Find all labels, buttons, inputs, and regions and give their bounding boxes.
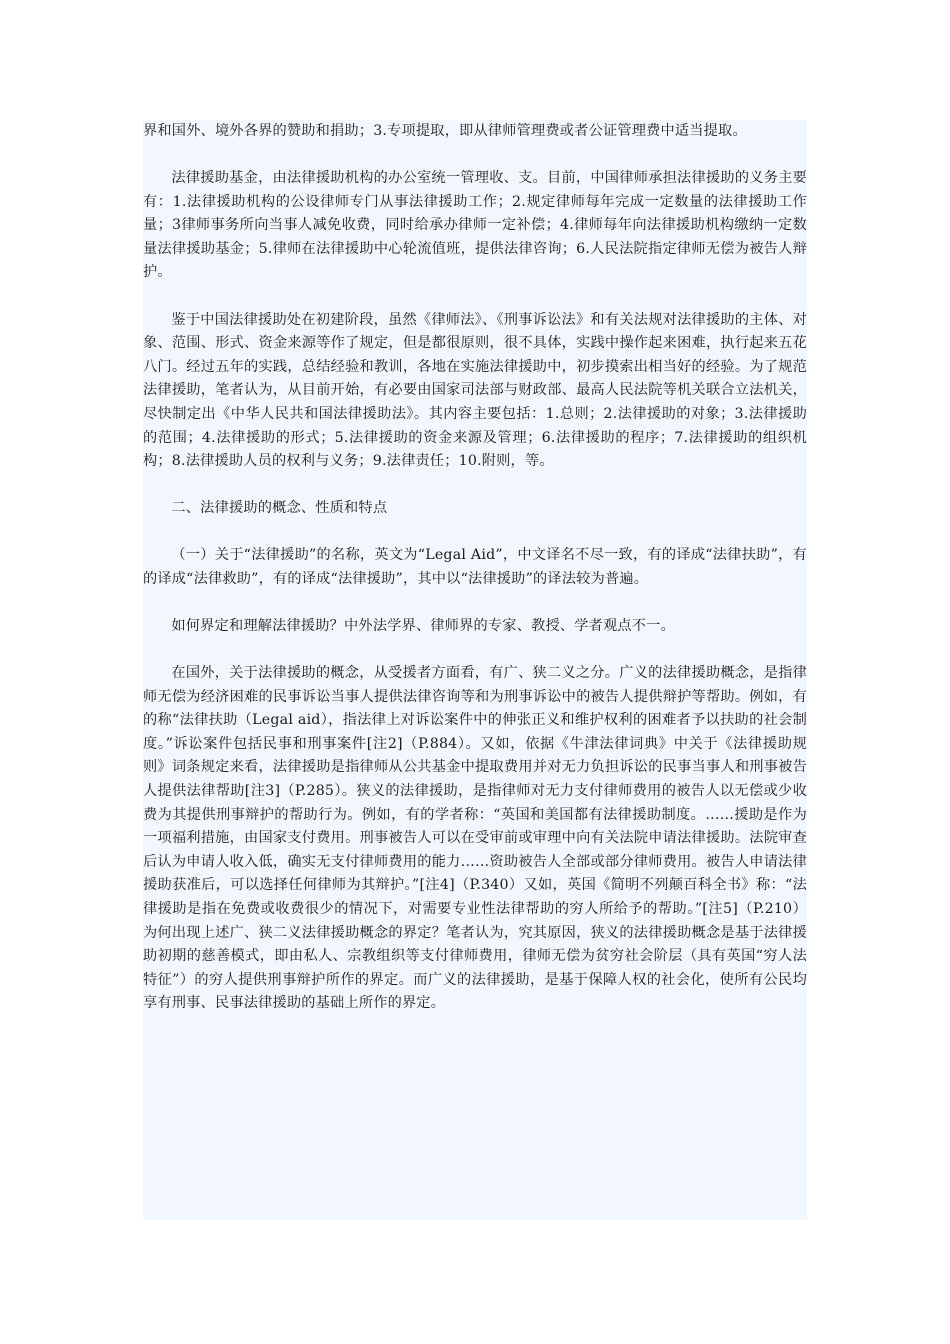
paragraph-1: 界和国外、境外各界的赞助和捐助；3.专项提取，即从律师管理费或者公证管理费中适当提取。 bbox=[143, 123, 747, 139]
section-heading: 二、法律援助的概念、性质和特点 bbox=[171, 500, 388, 517]
paragraph-6: 如何界定和理解法律援助？中外法学界、律师界的专家、教授、学者观点不一。 bbox=[171, 618, 675, 634]
document-body bbox=[143, 120, 807, 1220]
paragraph-gap bbox=[143, 592, 807, 616]
paragraph-gap bbox=[143, 144, 807, 168]
paragraph-7: 在国外，关于法律援助的概念，从受援者方面看，有广、狭二义之分。广义的法律援助概念，是指律师无偿为经济困难的民事诉讼当事人提供法律咨询等和为刑事诉讼中的被告人提供辩护等帮助。例如，有的称“法律扶助（Legal aid），指法律上对诉讼案件中的伸张正义和维护权利的困难者予以扶助的社会制度。”诉讼案件包括民事和刑事案件[注2]（P.884）。又如，依据《牛津法律词典》中关于《法律援助规则》词条规定来看，法律援助是指律师从公共基金中提取费用并对无力负担诉讼的民事当事人和刑事被告人提供法律帮助[注3]（P.285）。狭义的法律援助，是指律师对无力支付律师费用的被告人以无偿或少收费为其提供刑事辩护的帮助行为。例如，有的学者称：“英国和美国都有法律援助制度。……援助是作为一项福利措施，由国家支付费用。刑事被告人可以在受审前或审理中向有关法院申请法律援助。法院审查后认为申请人收入低，确实无支付律师费用的能力……资助被告人全部或部分律师费用。被告人申请法律援助获准后，可以选择任何律师为其辩护。”[注4]（P.340）又如，英国《简明不列颠百科全书》称：“法律援助是指在免费或收费很少的情况下，对需要专业性法律帮助的穷人所给予的帮助。”[注5]（P.210）为何出现上述广、狭二义法律援助概念的界定？笔者认为，究其原因，狭义的法律援助概念是基于法律援助初期的慈善模式，即由私人、宗教组织等支付律师费用，律师无偿为贫穷社会阶层（具有英国“穷人法特征”）的穷人提供刑事辩护所作的界定。而广义的法律援助，是基于保障人权的社会化，使所有公民均享有刑事、民事法律援助的基础上所作的界定。 bbox=[143, 665, 807, 1012]
paragraph-gap bbox=[143, 285, 807, 309]
paragraph-gap bbox=[143, 639, 807, 663]
paragraph-gap bbox=[143, 474, 807, 498]
paragraph-gap bbox=[143, 521, 807, 545]
paragraph-2: 法律援助基金，由法律援助机构的办公室统一管理收、支。目前，中国律师承担法律援助的义务主要有：1.法律援助机构的公设律师专门从事法律援助工作；2.规定律师每年完成一定数量的法律援助工作量；3律师事务所向当事人减免收费，同时给承办律师一定补偿；4.律师每年向法律援助机构缴纳一定数量法律援助基金；5.律师在法律援助中心轮流值班，提供法律咨询；6.人民法院指定律师无偿为被告人辩护。 bbox=[143, 170, 807, 281]
paragraph-3: 鉴于中国法律援助处在初建阶段，虽然《律师法》、《刑事诉讼法》和有关法规对法律援助的主体、对象、范围、形式、资金来源等作了规定，但是都很原则，很不具体，实践中操作起来困难，执行起来五花八门。经过五年的实践，总结经验和教训，各地在实施法律援助中，初步摸索出相当好的经验。为了规范法律援助，笔者认为，从目前开始，有必要由国家司法部与财政部、最高人民法院等机关联合立法机关，尽快制定出《中华人民共和国法律援助法》。其内容主要包括：1.总则；2.法律援助的对象；3.法律援助的范围；4.法律援助的形式；5.法律援助的资金来源及管理；6.法律援助的程序；7.法律援助的组织机构；8.法律援助人员的权利与义务；9.法律责任；10.附则，等。 bbox=[143, 311, 807, 470]
paragraph-5: （一）关于“法律援助”的名称，英文为“Legal Aid”，中文译名不尽一致，有的译成“法律扶助”，有的译成“法律救助”，有的译成“法律援助”，其中以“法律援助”的译法较为普遍。 bbox=[143, 547, 807, 587]
